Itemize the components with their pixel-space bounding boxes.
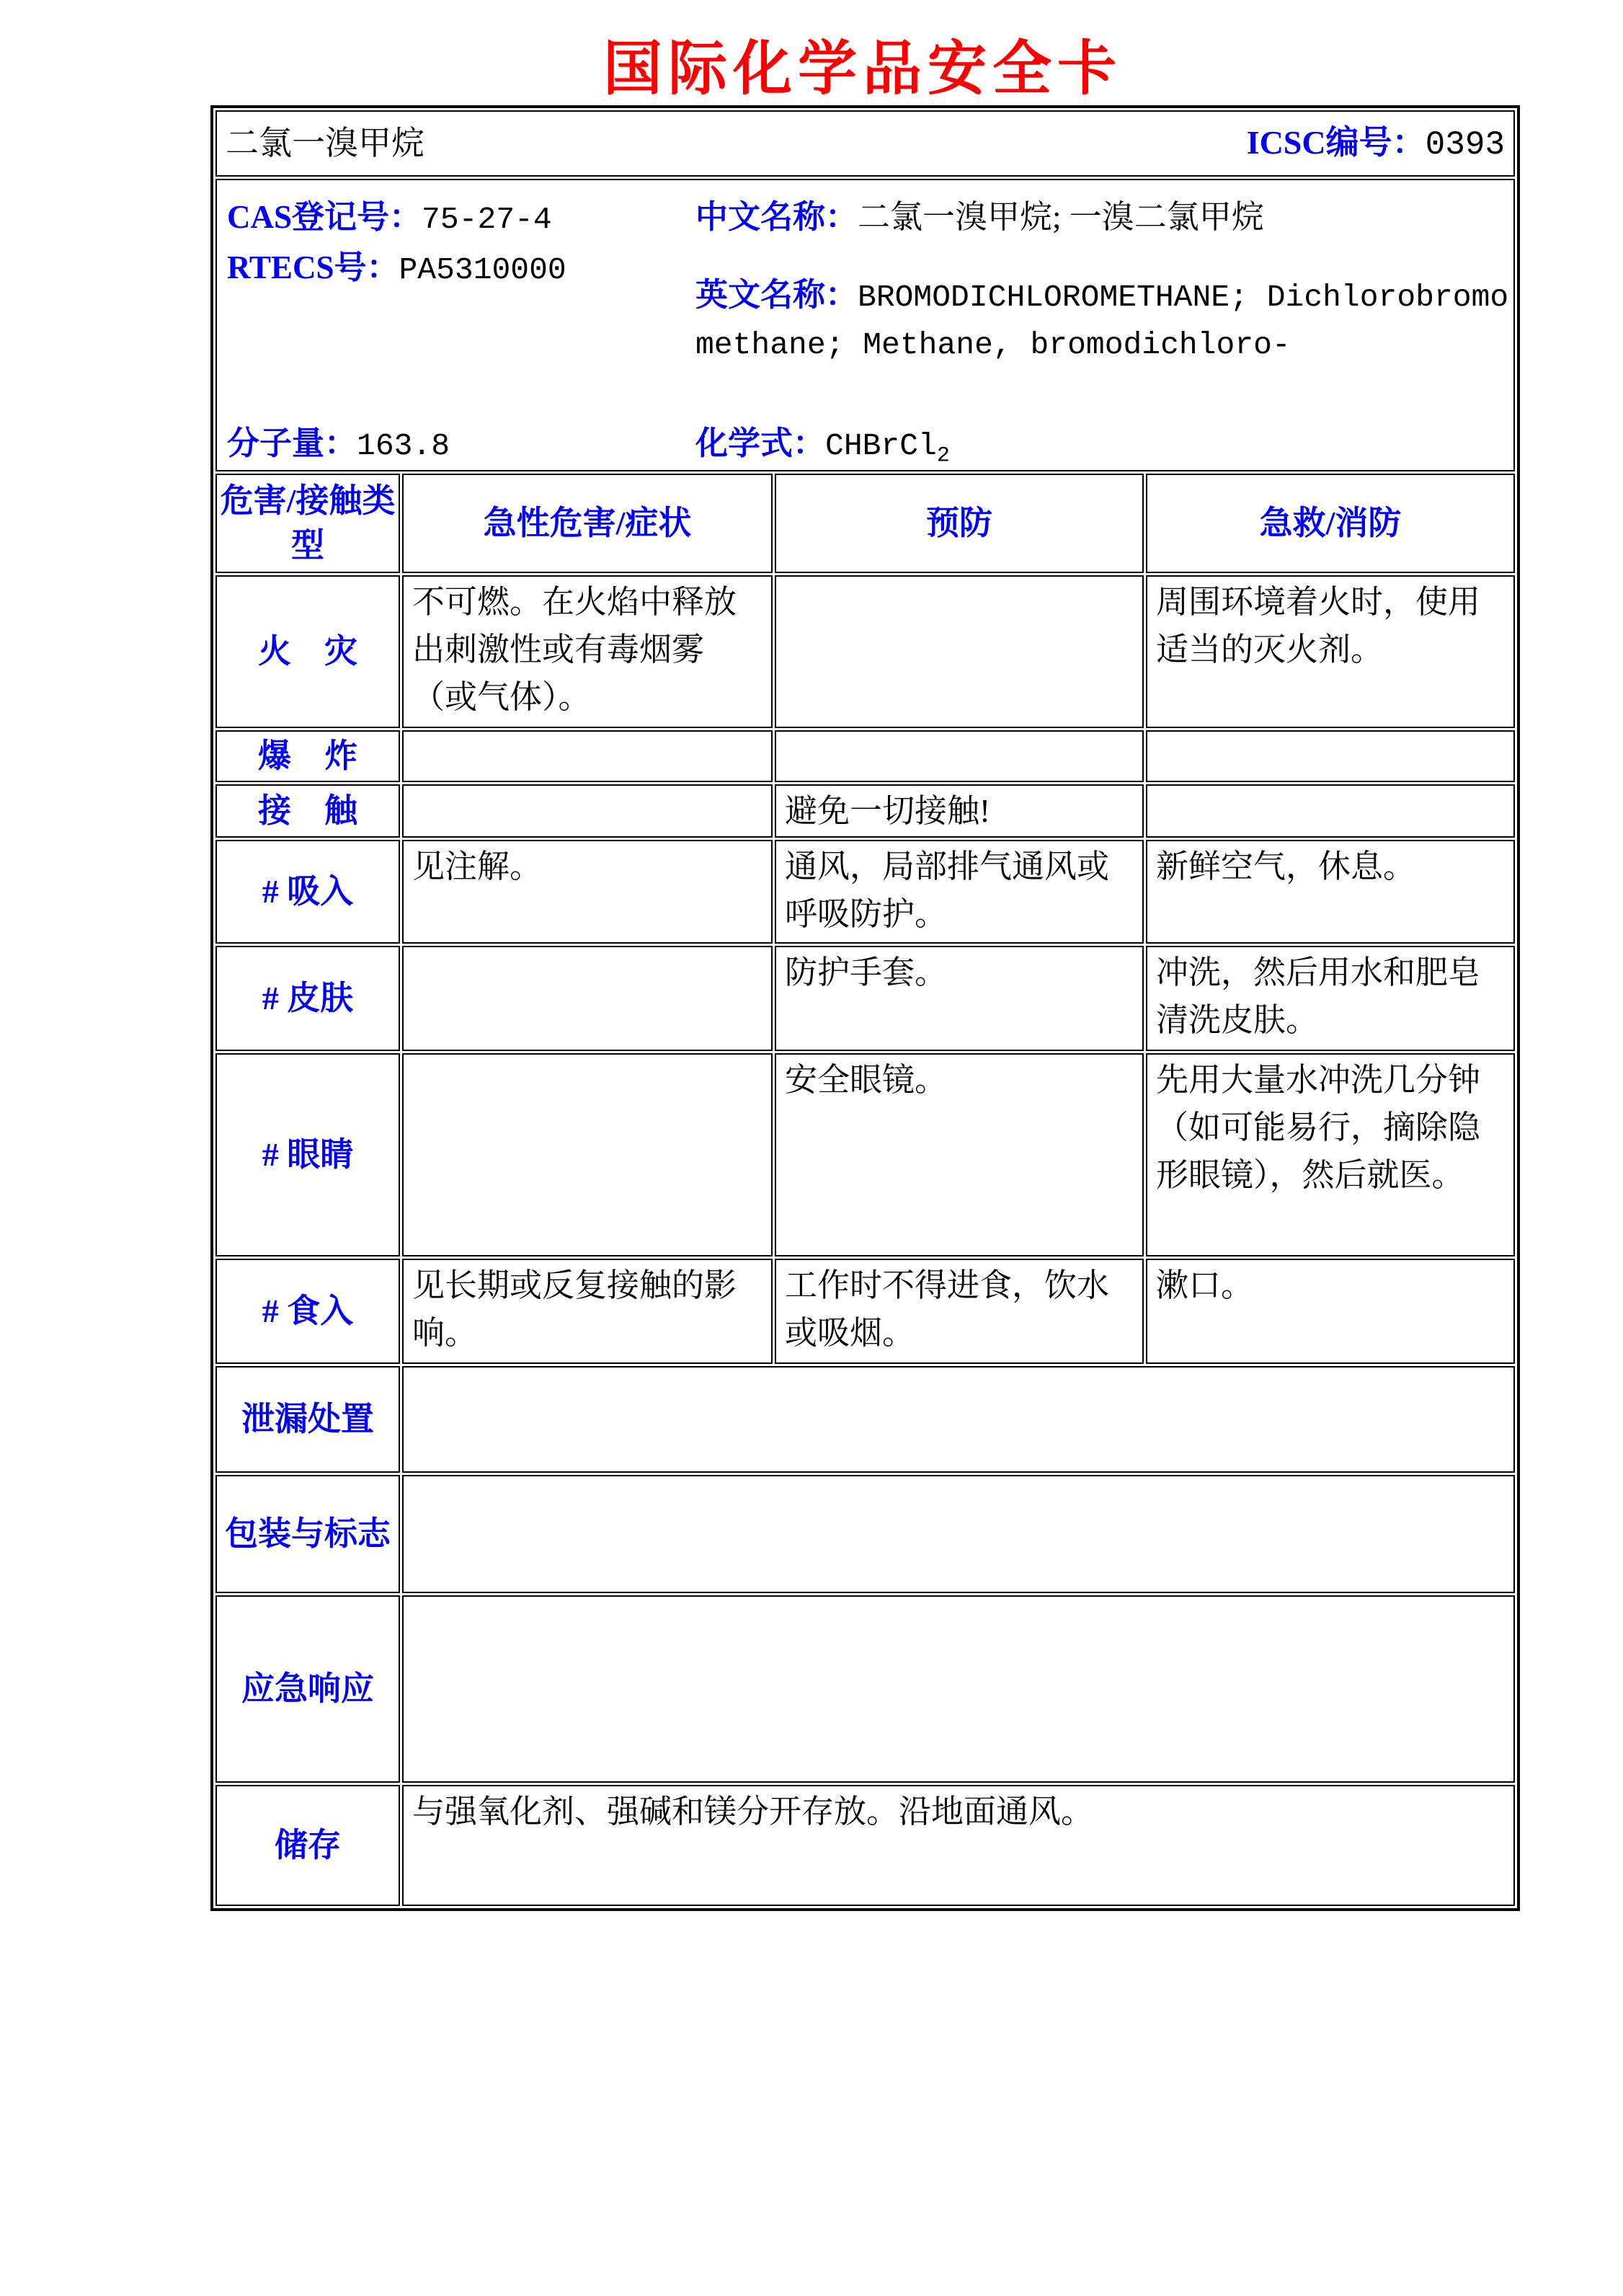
card-header-cell <box>215 110 1515 177</box>
contact-label: 接 触 <box>215 784 400 838</box>
icsc-number-group <box>1247 119 1505 169</box>
molecular-weight-field <box>227 420 450 470</box>
card-header-row <box>215 110 1515 177</box>
eyes-label: # 眼睛 <box>215 1053 400 1256</box>
header-prevention: 预防 <box>775 474 1144 573</box>
explosion-symptoms-cell <box>402 730 773 782</box>
packaging-label: 包装与标志 <box>215 1475 400 1593</box>
molecular-weight-label: 分子量： <box>227 425 357 461</box>
icsc-number-value: 0393 <box>1425 125 1506 164</box>
skin-row <box>215 946 1515 1051</box>
eyes-prevention-cell: 安全眼镜。 <box>775 1053 1144 1256</box>
contact-row <box>215 784 1515 838</box>
molecular-weight-value: 163.8 <box>357 428 450 464</box>
chinese-name-field <box>695 193 1264 241</box>
chinese-name-label: 中文名称： <box>695 199 858 235</box>
explosion-row <box>215 730 1515 782</box>
english-name-label: 英文名称： <box>695 277 858 313</box>
formula-subscript: 2 <box>936 443 950 469</box>
identity-layout <box>226 182 1509 469</box>
explosion-label: 爆 炸 <box>215 730 400 782</box>
packaging-content-cell <box>402 1475 1515 1593</box>
english-name-value: BROMODICHLOROMETHANE; Dichlorobromomethane; Methane, bromodichloro- <box>695 280 1509 363</box>
inhalation-label: # 吸入 <box>215 840 400 944</box>
skin-first-aid-cell: 冲洗，然后用水和肥皂清洗皮肤。 <box>1146 946 1515 1051</box>
header-acute-symptoms: 急性危害/症状 <box>402 474 773 573</box>
icsc-number-label: ICSC编号： <box>1246 123 1426 161</box>
inhalation-row <box>215 840 1515 944</box>
header-first-aid: 急救/消防 <box>1146 474 1515 573</box>
page-title: 国际化学品安全卡 <box>602 36 1122 102</box>
chemical-name: 二氯一溴甲烷 <box>226 125 424 161</box>
ingestion-first-aid-cell: 漱口。 <box>1146 1259 1515 1364</box>
emergency-response-label: 应急响应 <box>215 1595 400 1783</box>
fire-first-aid-cell: 周围环境着火时，使用适当的灭火剂。 <box>1146 575 1515 728</box>
formula-label: 化学式： <box>695 425 826 461</box>
fire-row <box>215 575 1515 728</box>
spillage-content-cell <box>402 1366 1515 1473</box>
cas-label: CAS登记号： <box>227 199 422 235</box>
inhalation-prevention-cell: 通风，局部排气通风或呼吸防护。 <box>775 840 1144 944</box>
fire-label: 火 灾 <box>215 575 400 728</box>
ingestion-symptoms-cell: 见长期或反复接触的影响。 <box>402 1259 773 1364</box>
contact-first-aid-cell <box>1146 784 1515 838</box>
skin-symptoms-cell <box>402 946 773 1051</box>
rtecs-label: RTECS号： <box>227 249 399 285</box>
ingestion-prevention-cell: 工作时不得进食，饮水或吸烟。 <box>775 1259 1144 1364</box>
fire-prevention-cell <box>775 575 1144 728</box>
packaging-row <box>215 1475 1515 1593</box>
chinese-name-value: 二氯一溴甲烷; 一溴二氯甲烷 <box>858 199 1264 235</box>
hazard-header-row <box>215 474 1515 573</box>
skin-label: # 皮肤 <box>215 946 400 1051</box>
explosion-first-aid-cell <box>1146 730 1515 782</box>
storage-content-cell: 与强氧化剂、强碱和镁分开存放。沿地面通风。 <box>402 1785 1515 1906</box>
ingestion-row <box>215 1259 1515 1364</box>
emergency-response-row <box>215 1595 1515 1783</box>
contact-prevention-cell: 避免一切接触! <box>775 784 1144 838</box>
emergency-response-content-cell <box>402 1595 1515 1783</box>
rtecs-value: PA5310000 <box>399 252 566 288</box>
storage-label: 储存 <box>215 1785 400 1906</box>
cas-field <box>227 193 552 244</box>
inhalation-symptoms-cell: 见注解。 <box>402 840 773 944</box>
header-hazard-type: 危害/接触类型 <box>215 474 400 573</box>
formula-value: CHBrCl$_2$ <box>825 428 950 469</box>
eyes-symptoms-cell <box>402 1053 773 1256</box>
inhalation-first-aid-cell: 新鲜空气，休息。 <box>1146 840 1515 944</box>
skin-prevention-cell: 防护手套。 <box>775 946 1144 1051</box>
contact-symptoms-cell <box>402 784 773 838</box>
storage-row <box>215 1785 1515 1906</box>
formula-field <box>695 420 950 480</box>
english-name-field <box>695 272 1517 368</box>
cas-value: 75-27-4 <box>422 202 552 237</box>
identity-cell <box>215 179 1515 471</box>
eyes-row <box>215 1053 1515 1256</box>
spillage-row <box>215 1366 1515 1473</box>
ingestion-label: # 食入 <box>215 1259 400 1364</box>
fire-symptoms-cell: 不可燃。在火焰中释放出刺激性或有毒烟雾（或气体）。 <box>402 575 773 728</box>
spillage-label: 泄漏处置 <box>215 1366 400 1473</box>
identity-row <box>215 179 1515 471</box>
icsc-card-table <box>210 105 1520 1911</box>
eyes-first-aid-cell: 先用大量水冲洗几分钟（如可能易行，摘除隐形眼镜），然后就医。 <box>1146 1053 1515 1256</box>
explosion-prevention-cell <box>775 730 1144 782</box>
rtecs-field <box>227 244 566 294</box>
